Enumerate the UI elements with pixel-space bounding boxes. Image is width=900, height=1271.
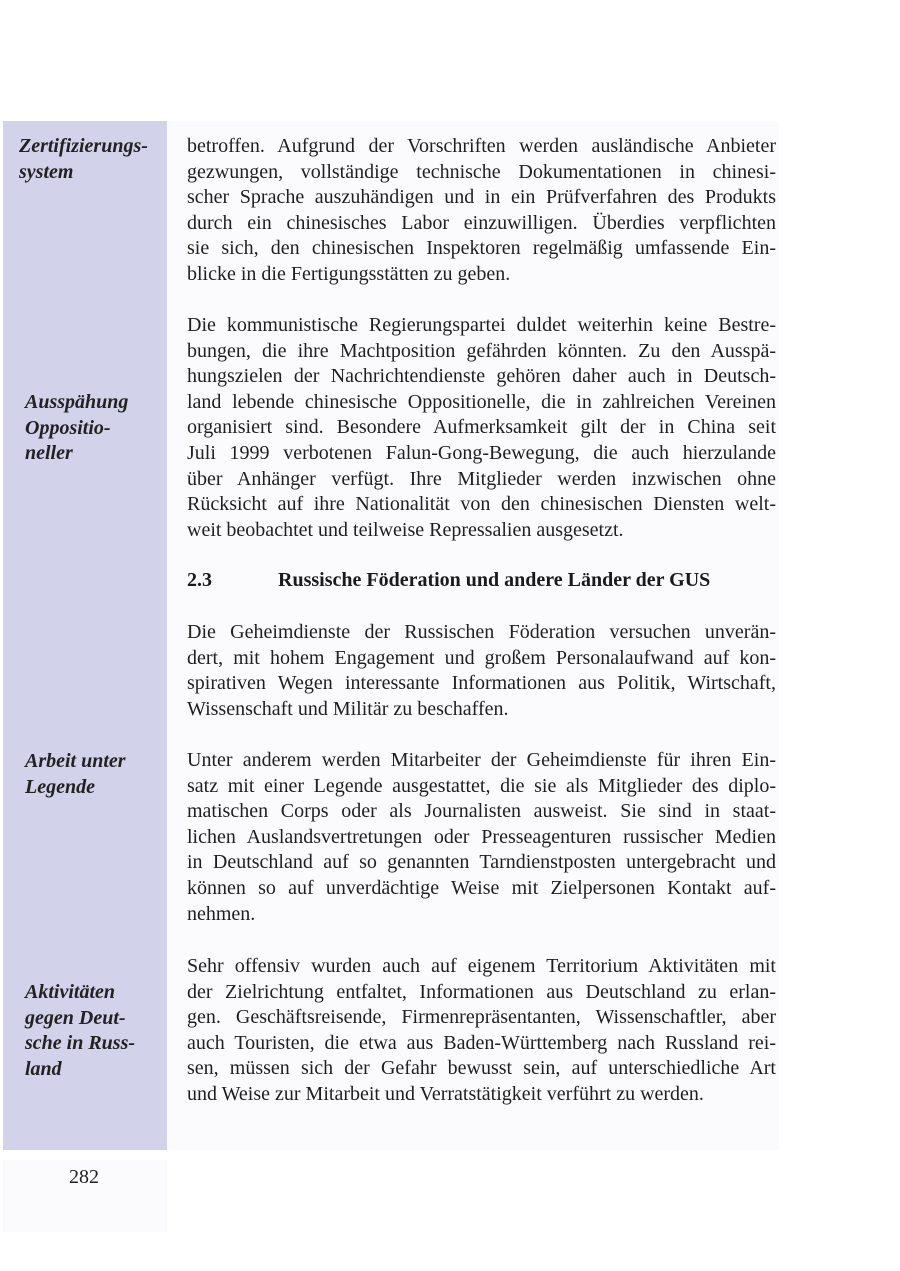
margin-note-line: Arbeit unter [25,750,126,772]
text-line: land lebende chinesische Oppositionelle, die in zahlreichen Vereinen [187,390,776,413]
text-line: Die kommunistische Regierungspartei duldet weiterhin keine Bestre- [187,314,776,336]
margin-note-line: sche in Russ- [25,1032,136,1055]
margin-note-aktivitaeten [25,980,135,1082]
margin-note-arbeit-unter-legende [25,749,126,800]
text-line: scher Sprache auszuhändigen und in ein Prüfverfahren des Produkts [187,186,776,209]
text-line: satz mit einer Legende ausgestattet, die sie als Mitglieder des diplo- [187,774,776,797]
margin-note-line: system [19,160,74,183]
text-line: gen. Geschäftsreisende, Firmenrepräsentanten, Wissenschaftler, aber [187,1006,776,1029]
paragraph-legende [187,748,776,927]
margin-note-zertifizierungssystem [19,134,148,185]
section-heading [187,568,776,594]
margin-note-line: land [25,1057,62,1080]
text-line: bungen, die ihre Machtposition gefährden könnten. Zu den Ausspä- [187,339,776,362]
text-line: nehmen. [187,902,256,925]
text-line: sen, müssen sich der Gefahr bewusst sein, auf unterschiedliche Art [187,1057,776,1080]
text-line: durch ein chinesisches Labor einzuwilligen. Überdies verpflichten [187,211,776,234]
section-number: 2.3 [187,569,212,591]
text-line: der Zielrichtung entfaltet, Informationen aus Deutschland zu erlan- [187,980,776,1003]
margin-note-line: Oppositio- [25,416,111,439]
paragraph-zertifizierung [187,134,776,288]
text-line: spirativen Wegen interessante Informationen aus Politik, Wirtschaft, [187,672,776,695]
text-line: blicke in die Fertigungsstätten zu geben. [187,262,511,285]
text-line: dert, mit hohem Engagement und großem Personalaufwand auf kon- [187,646,776,669]
paragraph-russland-intro [187,620,776,722]
text-line: weit beobachtet und teilweise Repressalien ausgesetzt. [187,518,624,541]
margin-note-line: Legende [25,775,95,798]
text-line: können so auf unverdächtige Weise mit Zielpersonen Kontakt auf- [187,876,776,899]
section-title: Russische Föderation und andere Länder der GUS [278,569,711,591]
text-line: über Anhänger verfügt. Ihre Mitglieder werden inzwischen ohne [187,467,776,490]
text-line: lichen Auslandsvertretungen oder Presseagenturen russischer Medien [187,825,776,848]
text-line: sie sich, den chinesischen Inspektoren regelmäßig umfassende Ein- [187,237,776,260]
text-line: Rücksicht auf ihre Nationalität von den chinesischen Diensten welt- [187,493,776,516]
page-number: 282 [69,1166,99,1188]
text-line: Sehr offensiv wurden auch auf eigenem Territorium Aktivitäten mit [187,955,776,977]
text-line: Unter anderem werden Mitarbeiter der Geheimdienste für ihren Ein- [187,749,776,771]
paragraph-aktivitaeten [187,954,776,1108]
text-line: matischen Corps oder als Journalisten ausweist. Sie sind in staat- [187,800,776,823]
text-line: Die Geheimdienste der Russischen Föderation versuchen unverän- [187,621,776,643]
margin-note-line: neller [25,442,73,465]
text-line: organisiert sind. Besondere Aufmerksamkeit gilt der in China seit [187,416,776,439]
text-line: betroffen. Aufgrund der Vorschriften werden ausländische Anbieter [187,135,776,157]
margin-note-line: Aktivitäten [25,981,115,1003]
text-line: Wissenschaft und Militär zu beschaffen. [187,697,509,720]
text-line: in Deutschland auf so genannten Tarndienstposten untergebracht und [187,851,776,874]
text-line: Juli 1999 verbotenen Falun-Gong-Bewegung, die auch hierzulande [187,441,776,464]
margin-note-line: Ausspähung [25,391,129,413]
text-line: gezwungen, vollständige technische Dokumentationen in chinesi- [187,160,776,183]
margin-note-ausspaehung-oppositioneller [25,390,128,467]
margin-note-line: gegen Deut- [25,1006,126,1029]
text-line: hungszielen der Nachrichtendienste gehören daher auch in Deutsch- [187,365,776,388]
text-line: und Weise zur Mitarbeit und Verratstätigkeit verführt zu werden. [187,1082,704,1105]
paragraph-opposition [187,313,776,543]
margin-note-line: Zertifizierungs- [19,135,148,157]
text-line: auch Touristen, die etwa aus Baden-Württemberg nach Russland rei- [187,1031,776,1054]
